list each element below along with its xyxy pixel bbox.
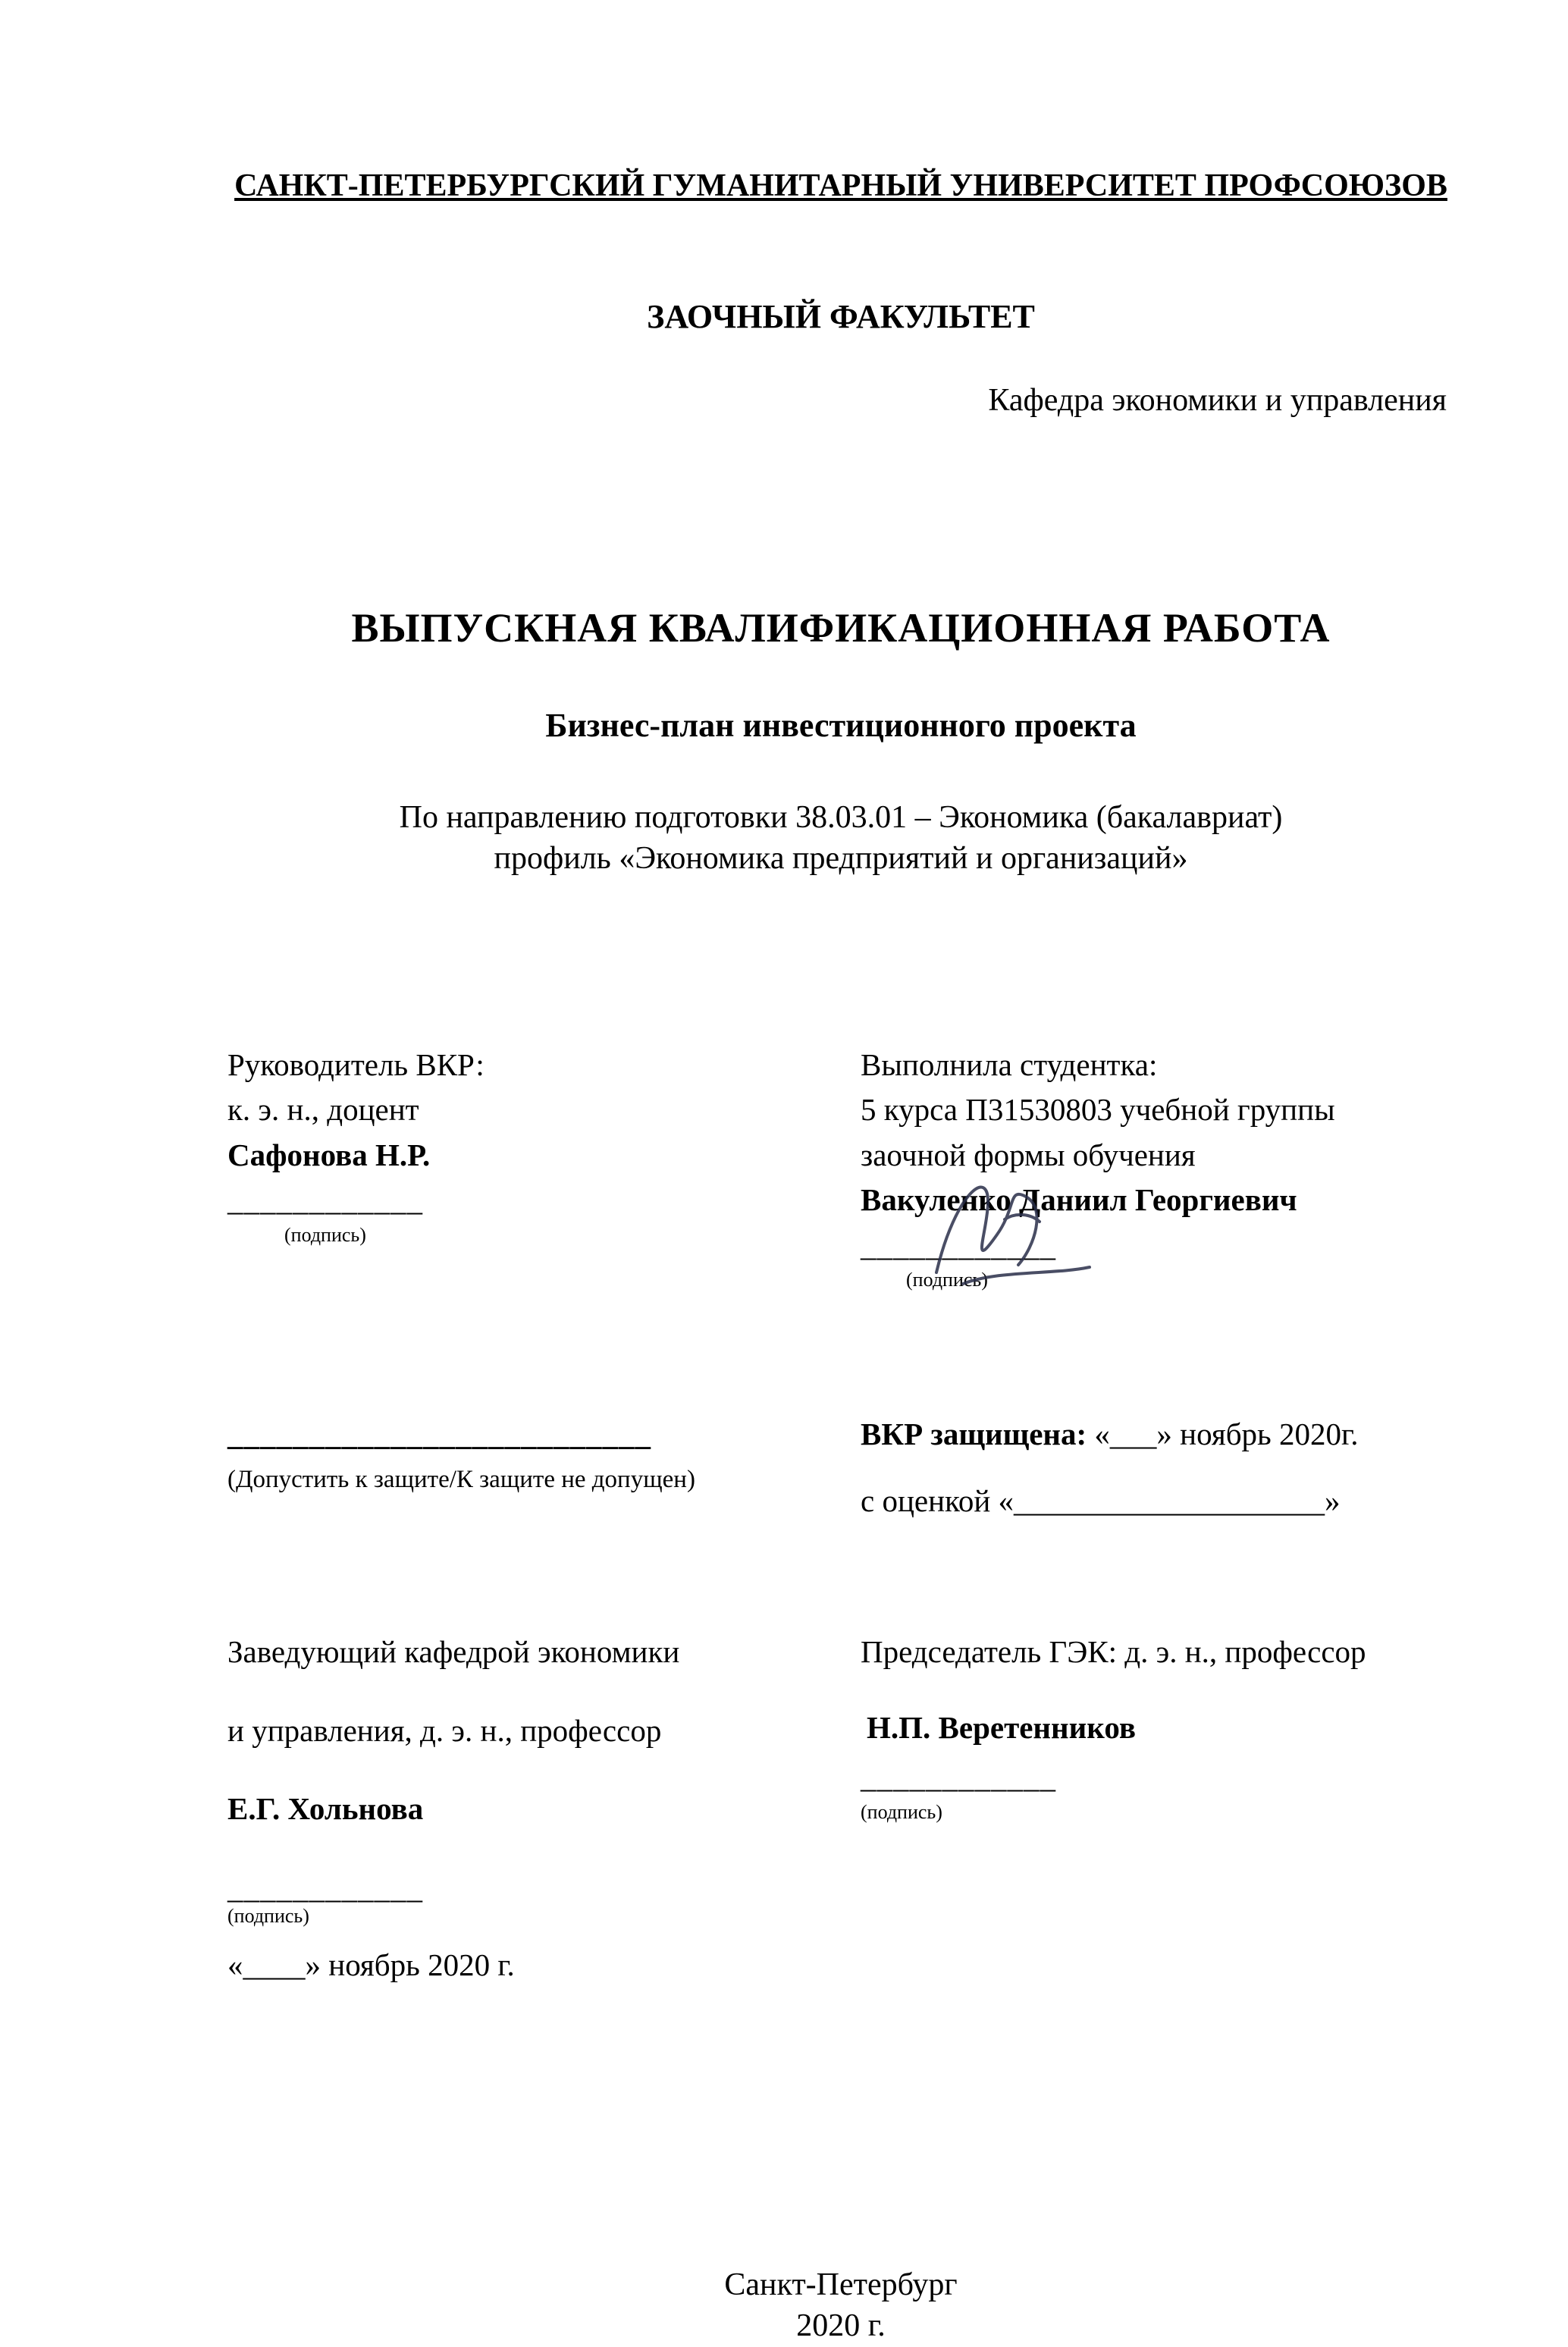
gek-chair-name: Н.П. Веретенников	[867, 1709, 1136, 1745]
defense-block	[861, 1412, 1454, 1523]
direction-line-1: По направлению подготовки 38.03.01 – Экономика (бакалавриат)	[399, 799, 1283, 835]
student-name-wrap	[861, 1178, 1297, 1291]
defense-date-line	[861, 1412, 1454, 1457]
defense-label: ВКР защищена:	[861, 1417, 1087, 1452]
head-of-department-block	[227, 1630, 861, 2021]
footer-year: 2020 г.	[796, 2308, 886, 2344]
student-form: заочной формы обучения	[861, 1137, 1196, 1172]
defense-date: «___» ноябрь 2020г.	[1094, 1417, 1359, 1452]
admission-defense-row	[227, 1412, 1454, 1523]
footer	[227, 2264, 1454, 2347]
student-signature-caption: (подпись)	[906, 1269, 988, 1291]
student-name: Вакуленко Даниил Георгиевич	[861, 1182, 1297, 1218]
head-signature-line: ____________	[227, 1869, 423, 1905]
head-name: Е.Г. Хольнова	[227, 1791, 424, 1827]
head-line-2: и управления, д. э. н., профессор	[227, 1712, 662, 1748]
supervisor-name: Сафонова Н.Р.	[227, 1137, 431, 1172]
footer-city: Санкт-Петербург	[724, 2267, 958, 2302]
direction-line-2: профиль «Экономика предприятий и организаций»	[494, 841, 1188, 877]
work-type-heading: ВЫПУСКНАЯ КВАЛИФИКАЦИОННАЯ РАБОТА	[351, 604, 1331, 651]
gek-signature-line: ____________	[861, 1759, 1056, 1795]
head-signature-caption: (подпись)	[227, 1905, 309, 1928]
admission-line: __________________________	[227, 1417, 651, 1452]
head-line-1: Заведующий кафедрой экономики	[227, 1634, 680, 1670]
admission-caption: (Допустить к защите/К защите не допущен)	[227, 1465, 695, 1493]
supervisor-student-row	[227, 1043, 1454, 1299]
student-block	[861, 1043, 1454, 1299]
gek-chair-block	[861, 1630, 1454, 1824]
student-group: 5 курса П31530803 учебной группы	[861, 1092, 1335, 1128]
faculty-name: ЗАОЧНЫЙ ФАКУЛЬТЕТ	[647, 297, 1035, 335]
study-direction	[227, 797, 1454, 880]
department-name: Кафедра экономики и управления	[988, 382, 1447, 418]
admission-block	[227, 1412, 861, 1498]
student-signature-line: ____________	[861, 1227, 1056, 1263]
defense-grade: с оценкой «____________________»	[861, 1483, 1341, 1518]
signatories-row	[227, 1630, 1454, 2021]
head-date: «____» ноябрь 2020 г.	[227, 1947, 515, 1983]
supervisor-signature-line: ____________	[227, 1182, 423, 1218]
supervisor-degree: к. э. н., доцент	[227, 1092, 419, 1128]
gek-signature-caption: (подпись)	[861, 1800, 942, 1823]
supervisor-signature-caption: (подпись)	[284, 1223, 366, 1246]
supervisor-role: Руководитель ВКР:	[227, 1046, 485, 1082]
university-name: САНКТ-ПЕТЕРБУРГСКИЙ ГУМАНИТАРНЫЙ УНИВЕРСИТЕТ ПРОФСОЮЗОВ	[234, 168, 1447, 203]
student-label: Выполнила студентка:	[861, 1046, 1158, 1082]
gek-line-1: Председатель ГЭК: д. э. н., профессор	[861, 1634, 1366, 1670]
supervisor-block	[227, 1043, 861, 1247]
work-title: Бизнес-план инвестиционного проекта	[545, 706, 1137, 744]
